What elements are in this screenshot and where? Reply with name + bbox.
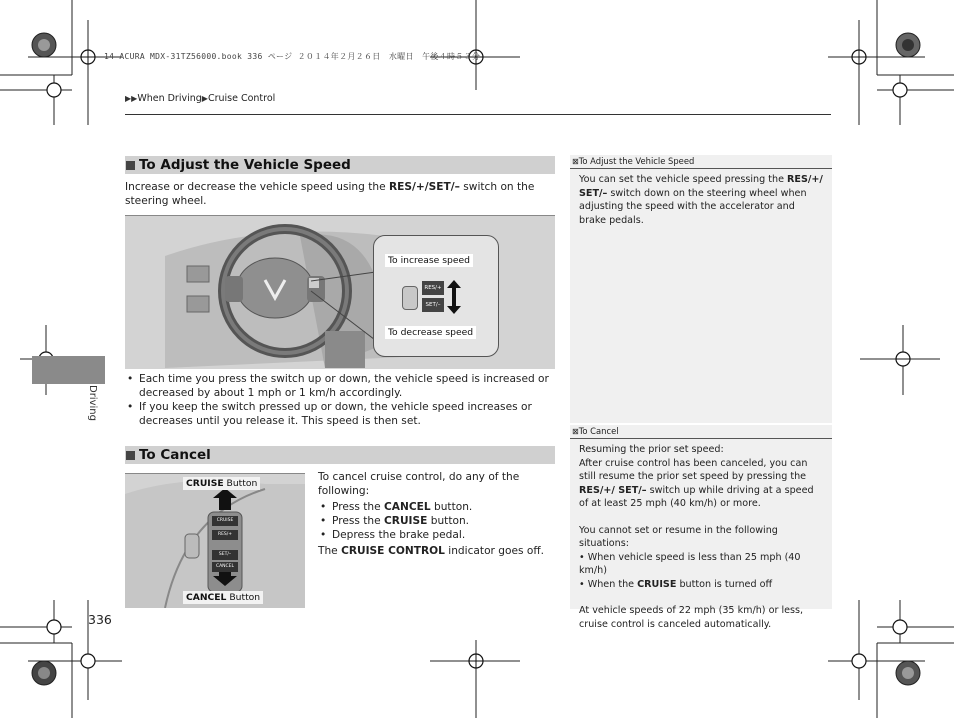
list-item: • Press the CRUISE button. (318, 514, 558, 528)
increase-speed-label: To increase speed (385, 254, 473, 267)
cancel-button-illustration (125, 473, 305, 608)
section-bullets (125, 372, 555, 428)
reference-arrow-icon: ⊠ (572, 427, 579, 436)
section-intro: Increase or decrease the vehicle speed using the RES/+/SET/– switch on the steering wheel. (125, 181, 535, 207)
header-rule (125, 114, 831, 115)
sidebar-bullet: • When vehicle speed is less than 25 mph (40 km/h) (579, 551, 801, 576)
list-item: • Each time you press the switch up or down, the vehicle speed is increased or decreased by about 1 mph or 1 km/h accordingly. (125, 372, 555, 400)
sidebar-text: You cannot set or resume in the following situations: (579, 524, 778, 549)
res-button-label: RES/+ (422, 281, 444, 295)
triangle-right-icon: ▶▶ (125, 94, 138, 103)
sidebar-note (570, 155, 832, 423)
sidebar-text: Resuming the prior set speed: (579, 444, 724, 455)
sidebar-note-title[interactable]: ⊠To Adjust the Vehicle Speed (570, 155, 832, 169)
section-title: To Adjust the Vehicle Speed (139, 157, 351, 173)
list-item: • Press the CANCEL button. (318, 500, 558, 514)
button-panel-drawing (125, 474, 305, 608)
sidebar-bullet: • When the CRUISE button is turned off (579, 578, 773, 590)
cruise-button: CRUISE (212, 516, 238, 526)
page-number: 336 (88, 612, 112, 627)
up-down-arrow-icon (446, 280, 462, 314)
chapter-tab[interactable] (32, 356, 105, 384)
switch-button (402, 286, 418, 310)
section-heading (125, 156, 555, 174)
cancel-outro: The CRUISE CONTROL indicator goes off. (318, 545, 545, 557)
cancel-button-label: CANCEL Button (183, 591, 263, 604)
list-item: • If you keep the switch pressed up or down, the vehicle speed increases or decreases until you release it. This speed is then set. (125, 400, 555, 428)
sidebar-note (570, 425, 832, 630)
sidebar-text: You can set the vehicle speed pressing the RES/+/ SET/– switch down on the steering wheel when adjusting the speed with the accelerator and brake pedals. (579, 174, 823, 226)
set-button-label: SET/– (422, 298, 444, 312)
cruise-button-label: CRUISE Button (183, 477, 260, 490)
triangle-right-icon: ▶ (201, 94, 208, 103)
square-bullet-icon (126, 451, 135, 460)
sidebar-text: After cruise control has been canceled, you can still resume the prior set speed by pressing the RES/+/ SET/– switch up while driving at a speed of at least 25 mph (40 km/h) or more. (579, 457, 814, 509)
list-item: • Depress the brake pedal. (318, 528, 558, 542)
cancel-instructions (318, 470, 558, 558)
sidebar-text: At vehicle speeds of 22 mph (35 km/h) or less, cruise control is canceled automatically. (579, 605, 804, 630)
cancel-intro: To cancel cruise control, do any of the following: (318, 471, 520, 497)
section-title: To Cancel (139, 447, 211, 463)
set-button: SET/– (212, 550, 238, 560)
breadcrumb (125, 93, 275, 104)
square-bullet-icon (126, 161, 135, 170)
sidebar-note-title[interactable]: ⊠To Cancel (570, 425, 832, 439)
section-heading (125, 446, 555, 464)
chapter-label: Driving (87, 385, 98, 421)
print-header: 14 ACURA MDX-31TZ56000.book 336 ページ ２０１４年２月２６日 水曜日 午後４時５３分 (104, 52, 481, 61)
breadcrumb-item[interactable]: Cruise Control (207, 93, 276, 104)
breadcrumb-item[interactable]: When Driving (137, 93, 202, 104)
decrease-speed-label: To decrease speed (385, 326, 476, 339)
steering-wheel-illustration (125, 215, 555, 369)
res-button: RES/+ (212, 530, 238, 540)
reference-arrow-icon: ⊠ (572, 157, 579, 166)
cancel-button: CANCEL (212, 562, 238, 572)
